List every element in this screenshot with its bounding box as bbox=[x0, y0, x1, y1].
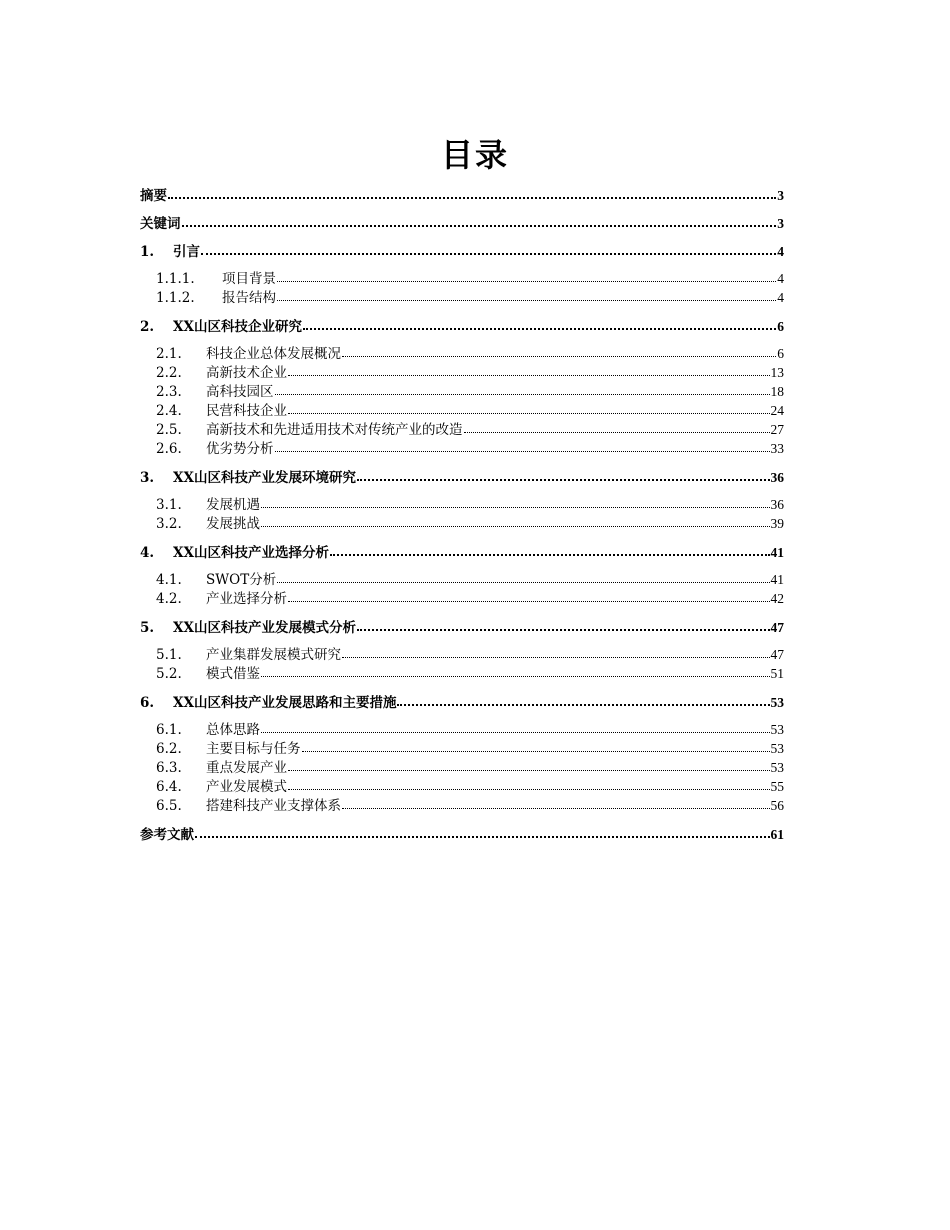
toc-entry-number: 5. bbox=[140, 620, 155, 636]
toc-entry-number: 1.1.1. bbox=[156, 271, 195, 287]
toc-entry-number: 2.6. bbox=[156, 441, 182, 457]
toc-entry-title: 高科技园区 bbox=[206, 384, 274, 400]
toc-entry-number: 2.4. bbox=[156, 403, 182, 419]
toc-entry-number: 6. bbox=[140, 695, 155, 711]
toc-entry[interactable] bbox=[140, 362, 784, 381]
toc-entry-number: 6.3. bbox=[156, 760, 182, 776]
toc-dot-leader bbox=[330, 540, 770, 556]
toc-entry-number: 6.4. bbox=[156, 779, 182, 795]
toc-entry-page-number: 41 bbox=[770, 572, 784, 587]
toc-entry-page-number: 6 bbox=[777, 346, 784, 361]
toc-entry-number: 6.2. bbox=[156, 741, 182, 757]
toc-dot-leader bbox=[288, 775, 770, 790]
toc-entry-page-number: 18 bbox=[770, 384, 784, 399]
toc-entry-page-number: 53 bbox=[770, 695, 784, 710]
toc-entry[interactable] bbox=[140, 287, 784, 306]
toc-entry-page-number: 42 bbox=[770, 591, 784, 606]
toc-entry-number: 4. bbox=[140, 545, 155, 561]
toc-dot-leader bbox=[397, 690, 769, 706]
toc-entry-title: 总体思路 bbox=[206, 722, 260, 738]
toc-entry-page-number: 6 bbox=[777, 319, 784, 334]
toc-dot-leader bbox=[261, 493, 770, 508]
toc-entry-page-number: 53 bbox=[770, 722, 784, 737]
toc-entry[interactable] bbox=[140, 438, 784, 457]
toc-entry-title: 科技企业总体发展概况 bbox=[206, 346, 341, 362]
toc-dot-leader bbox=[302, 737, 770, 752]
toc-dot-leader bbox=[342, 794, 770, 809]
toc-entry[interactable] bbox=[140, 719, 784, 738]
toc-entry-title: 高新技术企业 bbox=[206, 365, 287, 381]
toc-entry-number: 2.1. bbox=[156, 346, 182, 362]
toc-entry-title: 摘要 bbox=[140, 188, 167, 204]
toc-dot-leader bbox=[288, 756, 770, 771]
toc-entry-number: 4.2. bbox=[156, 591, 182, 607]
toc-entry-page-number: 39 bbox=[770, 516, 784, 531]
toc-entry-page-number: 4 bbox=[777, 271, 784, 286]
toc-entry-number: 2. bbox=[140, 319, 155, 335]
toc-dot-leader bbox=[195, 822, 770, 838]
toc-entry-page-number: 36 bbox=[770, 497, 784, 512]
toc-entry[interactable] bbox=[140, 795, 784, 814]
toc-dot-leader bbox=[464, 418, 770, 433]
toc-entry-title: 发展机遇 bbox=[206, 497, 260, 513]
toc-entry[interactable] bbox=[140, 381, 784, 400]
toc-dot-leader bbox=[261, 662, 770, 677]
toc-entry-page-number: 51 bbox=[770, 666, 784, 681]
toc-entry-number: 3. bbox=[140, 470, 155, 486]
toc-entry[interactable] bbox=[140, 419, 784, 438]
toc-dot-leader bbox=[261, 512, 770, 527]
toc-entry-page-number: 4 bbox=[777, 290, 784, 305]
toc-entry-number: 2.5. bbox=[156, 422, 182, 438]
toc-dot-leader bbox=[277, 267, 776, 282]
toc-entry-number: 4.1. bbox=[156, 572, 182, 588]
toc-dot-leader bbox=[201, 239, 776, 255]
toc-entry-title: 模式借鉴 bbox=[206, 666, 260, 682]
toc-entry-title: 产业集群发展模式研究 bbox=[206, 647, 341, 663]
toc-dot-leader bbox=[288, 587, 770, 602]
toc-entry-number: 2.2. bbox=[156, 365, 182, 381]
toc-entry-page-number: 27 bbox=[770, 422, 784, 437]
toc-entry[interactable] bbox=[140, 757, 784, 776]
toc-entry-number: 3.1. bbox=[156, 497, 182, 513]
toc-entry-page-number: 53 bbox=[770, 760, 784, 775]
toc-entry[interactable] bbox=[140, 513, 784, 532]
toc-entry-number: 2.3. bbox=[156, 384, 182, 400]
toc-entry-number: 5.2. bbox=[156, 666, 182, 682]
toc-entry-title: 报告结构 bbox=[222, 290, 276, 306]
toc-entry-number: 6.5. bbox=[156, 798, 182, 814]
toc-entry-title: 重点发展产业 bbox=[206, 760, 287, 776]
toc-entry-title: 关键词 bbox=[140, 216, 181, 232]
toc-entry-number: 5.1. bbox=[156, 647, 182, 663]
toc-entry[interactable] bbox=[140, 184, 784, 203]
toc-entry-title: XX山区科技产业发展环境研究 bbox=[173, 470, 356, 486]
toc-dot-leader bbox=[303, 314, 776, 330]
toc-dot-leader bbox=[288, 399, 770, 414]
toc-entry-title: SWOT分析 bbox=[206, 572, 277, 588]
toc-entry-number: 3.2. bbox=[156, 516, 182, 532]
toc-entry[interactable] bbox=[140, 400, 784, 419]
page-title: 目录 bbox=[440, 136, 509, 175]
toc-entry[interactable] bbox=[140, 315, 784, 334]
toc-dot-leader bbox=[342, 342, 776, 357]
toc-entry[interactable] bbox=[140, 588, 784, 607]
toc-entry-title: 产业发展模式 bbox=[206, 779, 287, 795]
toc-entry-page-number: 53 bbox=[770, 741, 784, 756]
toc-entry-title: XX山区科技企业研究 bbox=[173, 319, 302, 335]
toc-entry-page-number: 36 bbox=[770, 470, 784, 485]
toc-dot-leader bbox=[277, 286, 776, 301]
toc-entry-page-number: 4 bbox=[777, 244, 784, 259]
toc-entry[interactable] bbox=[140, 691, 784, 710]
toc-entry-number: 1.1.2. bbox=[156, 290, 195, 306]
toc-entry-title: 民营科技企业 bbox=[206, 403, 287, 419]
toc-entry[interactable] bbox=[140, 541, 784, 560]
toc-entry-page-number: 47 bbox=[770, 620, 784, 635]
toc-entry-title: XX山区科技产业发展模式分析 bbox=[173, 620, 356, 636]
toc-dot-leader bbox=[168, 183, 776, 199]
toc-dot-leader bbox=[275, 437, 770, 452]
toc-dot-leader bbox=[357, 615, 770, 631]
toc-entry[interactable] bbox=[140, 738, 784, 757]
toc-dot-leader bbox=[288, 361, 770, 376]
toc-entry-title: XX山区科技产业选择分析 bbox=[173, 545, 329, 561]
toc-entry[interactable] bbox=[140, 466, 784, 485]
toc-entry[interactable] bbox=[140, 776, 784, 795]
toc-entry-title: 产业选择分析 bbox=[206, 591, 287, 607]
toc-dot-leader bbox=[261, 718, 770, 733]
toc-entry[interactable] bbox=[140, 569, 784, 588]
toc-entry-page-number: 41 bbox=[770, 545, 784, 560]
toc-entry-page-number: 13 bbox=[770, 365, 784, 380]
toc-dot-leader bbox=[277, 568, 769, 583]
toc-entry-page-number: 24 bbox=[770, 403, 784, 418]
toc-entry-title: 项目背景 bbox=[222, 271, 276, 287]
toc-entry-page-number: 56 bbox=[770, 798, 784, 813]
toc-entry-page-number: 61 bbox=[770, 827, 784, 842]
toc-entry-title: XX山区科技产业发展思路和主要措施 bbox=[173, 695, 397, 711]
toc-entry-title: 参考文献 bbox=[140, 827, 194, 843]
toc-entry[interactable] bbox=[140, 240, 784, 259]
toc-entry-title: 搭建科技产业支撑体系 bbox=[206, 798, 341, 814]
toc-entry-title: 优劣势分析 bbox=[206, 441, 274, 457]
toc-entry-title: 高新技术和先进适用技术对传统产业的改造 bbox=[206, 422, 463, 438]
toc-entry[interactable] bbox=[140, 343, 784, 362]
toc-entry-number: 6.1. bbox=[156, 722, 182, 738]
toc-entry-page-number: 55 bbox=[770, 779, 784, 794]
toc-entry-page-number: 47 bbox=[770, 647, 784, 662]
toc-entry-title: 引言 bbox=[173, 244, 200, 260]
toc-entry[interactable] bbox=[140, 268, 784, 287]
toc-entry-title: 主要目标与任务 bbox=[206, 741, 301, 757]
toc-entry[interactable] bbox=[140, 663, 784, 682]
toc-entry[interactable] bbox=[140, 212, 784, 231]
toc-entry-page-number: 3 bbox=[777, 188, 784, 203]
toc-entry-page-number: 3 bbox=[777, 216, 784, 231]
toc-entry[interactable] bbox=[140, 616, 784, 635]
toc-entry-page-number: 33 bbox=[770, 441, 784, 456]
toc-entry[interactable] bbox=[140, 823, 784, 842]
toc-dot-leader bbox=[357, 465, 770, 481]
toc-entry[interactable] bbox=[140, 644, 784, 663]
toc-entry-title: 发展挑战 bbox=[206, 516, 260, 532]
toc-dot-leader bbox=[275, 380, 770, 395]
toc-dot-leader bbox=[182, 211, 777, 227]
table-of-contents bbox=[140, 184, 784, 842]
toc-entry[interactable] bbox=[140, 494, 784, 513]
toc-entry-number: 1. bbox=[140, 244, 155, 260]
toc-dot-leader bbox=[342, 643, 770, 658]
